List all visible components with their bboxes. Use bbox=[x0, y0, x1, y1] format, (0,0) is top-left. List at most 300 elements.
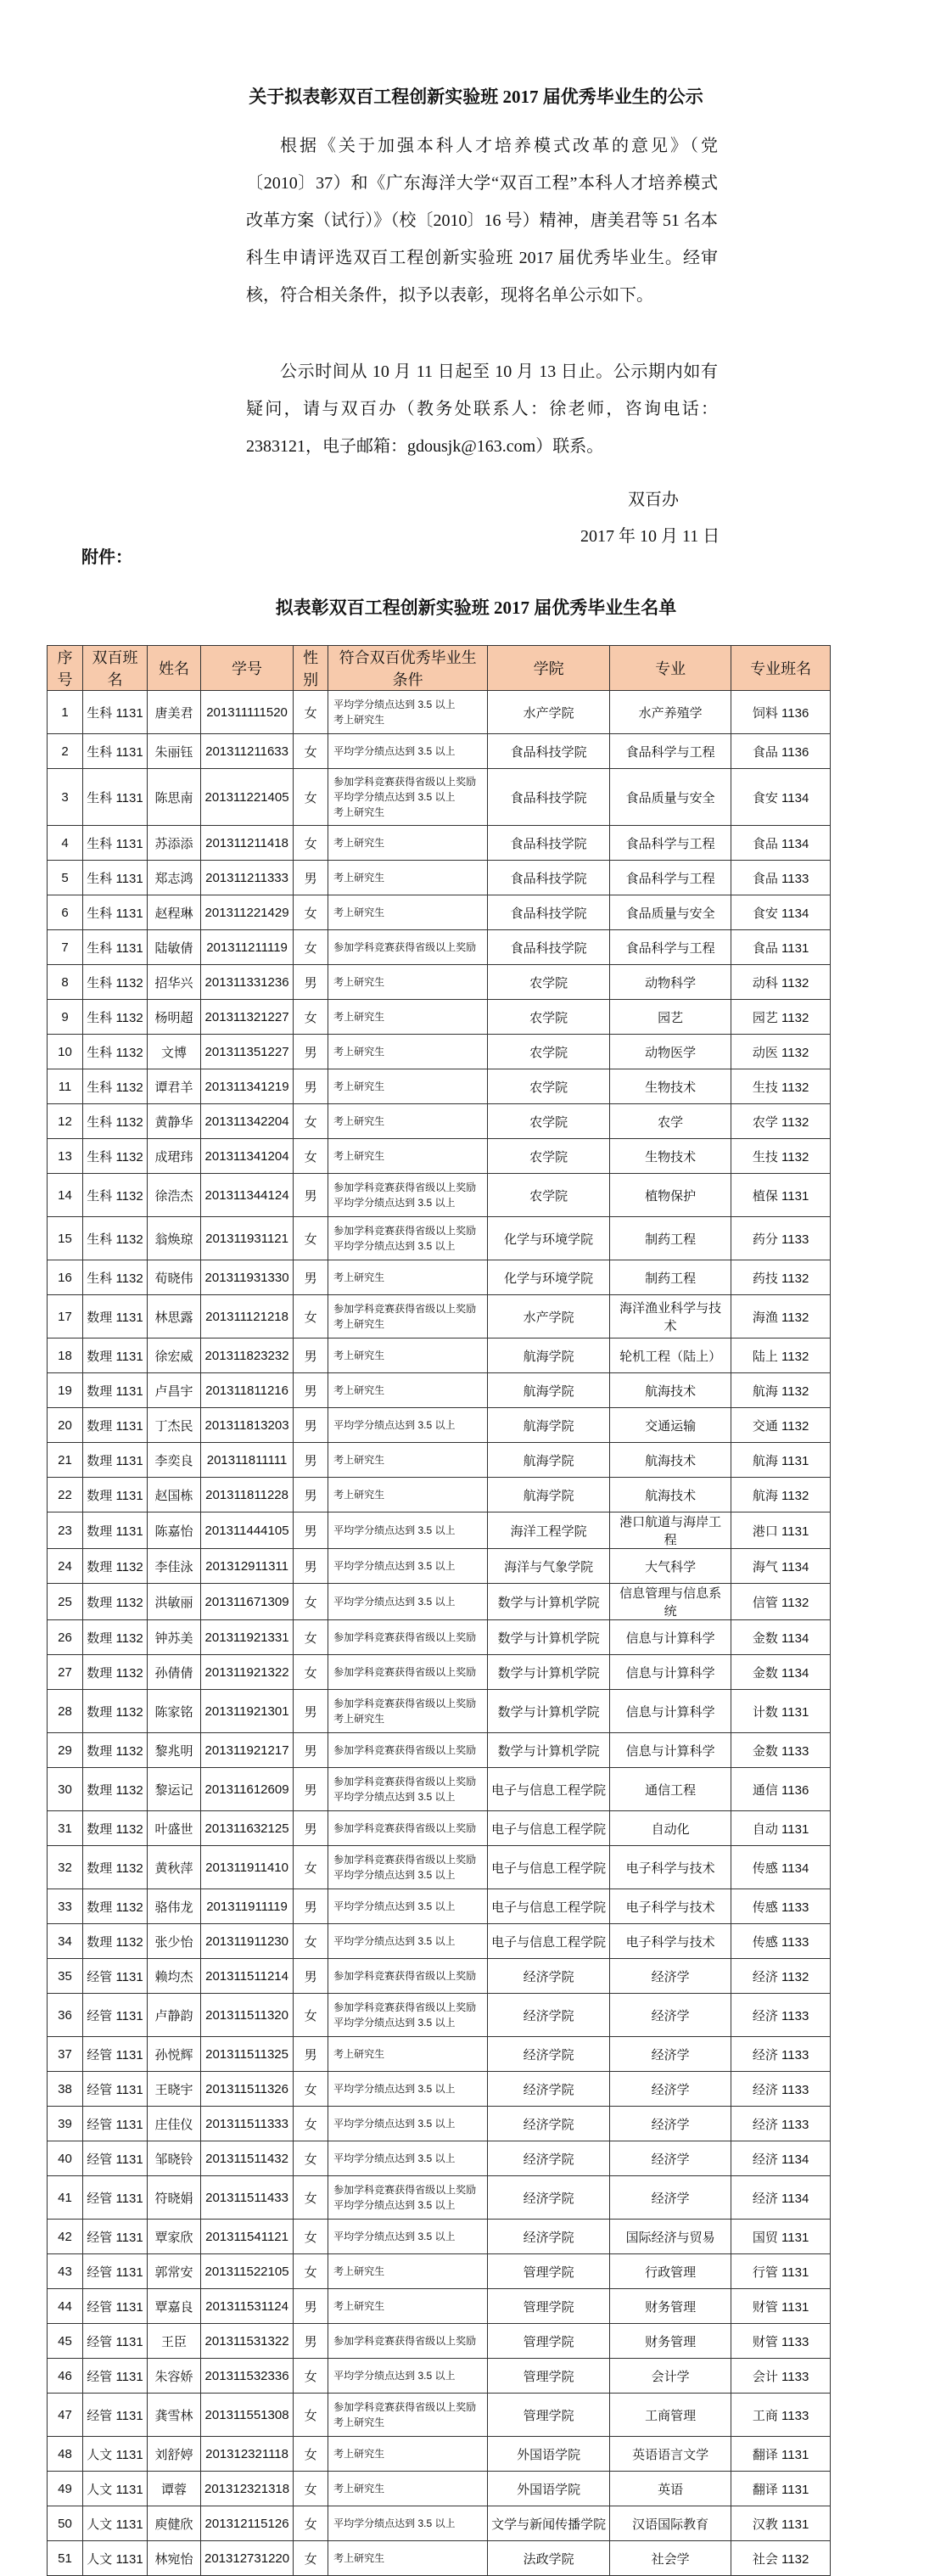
col-criteria-cell bbox=[328, 1549, 488, 1584]
col-index-cell: 19 bbox=[48, 1373, 83, 1408]
criterion: 平均学分绩点达到 3.5 以上 bbox=[333, 1791, 456, 1803]
col-major-class-cell: 社会 1132 bbox=[731, 2541, 831, 2576]
col-major-cell: 电子科学与技术 bbox=[610, 1846, 731, 1889]
col-class-cell: 经管 1131 bbox=[83, 2220, 148, 2254]
col-college-cell: 经济学院 bbox=[488, 1959, 610, 1994]
col-index-cell: 32 bbox=[48, 1846, 83, 1889]
col-student-id-cell: 201311342204 bbox=[201, 1104, 294, 1139]
table-row bbox=[48, 930, 831, 965]
col-student-id-cell: 201311331236 bbox=[201, 965, 294, 1000]
col-index-cell: 26 bbox=[48, 1620, 83, 1655]
col-college-cell: 管理学院 bbox=[488, 2324, 610, 2359]
criterion: 参加学科竞赛获得省级以上奖励 bbox=[333, 1822, 477, 1834]
col-index-cell: 48 bbox=[48, 2437, 83, 2472]
table-row bbox=[48, 2394, 831, 2437]
col-major-class-cell: 经济 1133 bbox=[731, 2072, 831, 2107]
table-row bbox=[48, 1295, 831, 1339]
table-row bbox=[48, 1443, 831, 1478]
col-major-cell: 经济学 bbox=[610, 1994, 731, 2037]
col-college-cell: 海洋工程学院 bbox=[488, 1512, 610, 1549]
col-class-cell: 经管 1131 bbox=[83, 1994, 148, 2037]
col-gender-cell: 女 bbox=[294, 691, 328, 734]
col-student-id-cell: 201311632125 bbox=[201, 1811, 294, 1846]
criterion: 平均学分绩点达到 3.5 以上 bbox=[333, 2517, 456, 2529]
col-name-cell: 李奕良 bbox=[148, 1443, 201, 1478]
col-class-cell: 数理 1132 bbox=[83, 1889, 148, 1924]
col-student-id-cell: 201312321118 bbox=[201, 2437, 294, 2472]
col-criteria-cell bbox=[328, 1584, 488, 1620]
col-index-cell: 9 bbox=[48, 1000, 83, 1035]
col-index-cell: 36 bbox=[48, 1994, 83, 2037]
col-major-class-cell: 药技 1132 bbox=[731, 1260, 831, 1295]
col-student-id-cell: 201311221429 bbox=[201, 895, 294, 930]
col-major-cell: 社会学 bbox=[610, 2541, 731, 2576]
col-student-id-cell: 201311351227 bbox=[201, 1035, 294, 1069]
col-gender-cell: 女 bbox=[294, 2107, 328, 2141]
col-major-class-cell: 自动 1131 bbox=[731, 1811, 831, 1846]
col-major-cell: 国际经济与贸易 bbox=[610, 2220, 731, 2254]
col-criteria-cell bbox=[328, 861, 488, 895]
col-gender-cell: 女 bbox=[294, 1139, 328, 1174]
col-major-class-cell: 陆上 1132 bbox=[731, 1339, 831, 1373]
col-major-cell: 食品科学与工程 bbox=[610, 826, 731, 861]
col-student-id-cell: 201311211418 bbox=[201, 826, 294, 861]
table-header-row bbox=[48, 646, 831, 691]
col-major-class-cell: 航海 1132 bbox=[731, 1373, 831, 1408]
col-criteria-cell bbox=[328, 1217, 488, 1260]
col-criteria-cell bbox=[328, 1959, 488, 1994]
col-name-cell: 赵国栋 bbox=[148, 1478, 201, 1512]
col-gender-cell: 男 bbox=[294, 965, 328, 1000]
table-row bbox=[48, 1924, 831, 1959]
criterion: 考上研究生 bbox=[333, 976, 385, 988]
col-name-cell: 林思露 bbox=[148, 1295, 201, 1339]
table-row bbox=[48, 1846, 831, 1889]
col-gender-cell: 女 bbox=[294, 2541, 328, 2576]
header-col-class: 双百班名 bbox=[83, 646, 148, 691]
col-name-cell: 文博 bbox=[148, 1035, 201, 1069]
col-index-cell: 3 bbox=[48, 769, 83, 826]
col-criteria-cell bbox=[328, 930, 488, 965]
col-major-class-cell: 财管 1131 bbox=[731, 2289, 831, 2324]
criterion: 平均学分绩点达到 3.5 以上 bbox=[333, 1869, 456, 1881]
col-criteria-cell bbox=[328, 1512, 488, 1549]
table-row bbox=[48, 1339, 831, 1373]
col-college-cell: 水产学院 bbox=[488, 1295, 610, 1339]
col-index-cell: 33 bbox=[48, 1889, 83, 1924]
criterion: 考上研究生 bbox=[333, 906, 385, 918]
col-gender-cell: 女 bbox=[294, 2141, 328, 2176]
col-index-cell: 34 bbox=[48, 1924, 83, 1959]
col-index-cell: 47 bbox=[48, 2394, 83, 2437]
col-class-cell: 经管 1131 bbox=[83, 2072, 148, 2107]
col-criteria-cell bbox=[328, 1994, 488, 2037]
table-row bbox=[48, 2037, 831, 2072]
table-row bbox=[48, 2107, 831, 2141]
col-major-cell: 航海技术 bbox=[610, 1478, 731, 1512]
col-major-class-cell: 食品 1134 bbox=[731, 826, 831, 861]
criterion: 参加学科竞赛获得省级以上奖励 bbox=[333, 776, 477, 788]
col-major-class-cell: 植保 1131 bbox=[731, 1174, 831, 1217]
col-name-cell: 陈家铭 bbox=[148, 1690, 201, 1733]
criterion: 考上研究生 bbox=[333, 2048, 385, 2060]
criterion: 平均学分绩点达到 3.5 以上 bbox=[333, 2231, 456, 2242]
col-index-cell: 11 bbox=[48, 1069, 83, 1104]
table-row bbox=[48, 2437, 831, 2472]
header-col-name: 姓名 bbox=[148, 646, 201, 691]
col-name-cell: 丁杰民 bbox=[148, 1408, 201, 1443]
col-class-cell: 数理 1131 bbox=[83, 1512, 148, 1549]
col-major-cell: 经济学 bbox=[610, 2141, 731, 2176]
col-major-class-cell: 传感 1133 bbox=[731, 1924, 831, 1959]
col-name-cell: 黎运记 bbox=[148, 1768, 201, 1811]
col-college-cell: 经济学院 bbox=[488, 2220, 610, 2254]
col-criteria-cell bbox=[328, 1733, 488, 1768]
col-major-class-cell: 会计 1133 bbox=[731, 2359, 831, 2394]
col-student-id-cell: 201311921322 bbox=[201, 1655, 294, 1690]
criterion: 参加学科竞赛获得省级以上奖励 bbox=[333, 941, 477, 953]
col-college-cell: 食品科技学院 bbox=[488, 861, 610, 895]
col-major-cell: 食品质量与安全 bbox=[610, 895, 731, 930]
col-index-cell: 10 bbox=[48, 1035, 83, 1069]
col-index-cell: 25 bbox=[48, 1584, 83, 1620]
col-gender-cell: 女 bbox=[294, 2506, 328, 2541]
col-major-class-cell: 动科 1132 bbox=[731, 965, 831, 1000]
criterion: 考上研究生 bbox=[333, 2300, 385, 2312]
col-name-cell: 龚雪林 bbox=[148, 2394, 201, 2437]
col-major-cell: 交通运输 bbox=[610, 1408, 731, 1443]
col-college-cell: 航海学院 bbox=[488, 1339, 610, 1373]
col-student-id-cell: 201311921301 bbox=[201, 1690, 294, 1733]
table-row bbox=[48, 2072, 831, 2107]
col-index-cell: 50 bbox=[48, 2506, 83, 2541]
col-criteria-cell bbox=[328, 1295, 488, 1339]
col-index-cell: 46 bbox=[48, 2359, 83, 2394]
col-major-cell: 信息管理与信息系统 bbox=[610, 1584, 731, 1620]
criterion: 考上研究生 bbox=[333, 2448, 385, 2460]
col-major-cell: 动物科学 bbox=[610, 965, 731, 1000]
criterion: 平均学分绩点达到 3.5 以上 bbox=[333, 1197, 456, 1209]
table-row bbox=[48, 2220, 831, 2254]
col-name-cell: 谭蓉 bbox=[148, 2472, 201, 2506]
col-name-cell: 庾健欣 bbox=[148, 2506, 201, 2541]
col-college-cell: 食品科技学院 bbox=[488, 769, 610, 826]
col-criteria-cell bbox=[328, 769, 488, 826]
notice-title: 关于拟表彰双百工程创新实验班 2017 届优秀毕业生的公示 bbox=[249, 87, 703, 107]
col-gender-cell: 男 bbox=[294, 1260, 328, 1295]
col-college-cell: 外国语学院 bbox=[488, 2472, 610, 2506]
col-gender-cell: 女 bbox=[294, 2220, 328, 2254]
col-gender-cell: 男 bbox=[294, 1478, 328, 1512]
col-major-cell: 动物医学 bbox=[610, 1035, 731, 1069]
col-class-cell: 生科 1132 bbox=[83, 1260, 148, 1295]
col-criteria-cell bbox=[328, 1000, 488, 1035]
col-gender-cell: 男 bbox=[294, 1889, 328, 1924]
col-college-cell: 法政学院 bbox=[488, 2541, 610, 2576]
col-major-cell: 财务管理 bbox=[610, 2324, 731, 2359]
col-gender-cell: 男 bbox=[294, 1959, 328, 1994]
col-major-class-cell: 金数 1133 bbox=[731, 1733, 831, 1768]
col-name-cell: 苏添添 bbox=[148, 826, 201, 861]
col-name-cell: 谭君羊 bbox=[148, 1069, 201, 1104]
col-student-id-cell: 201311511214 bbox=[201, 1959, 294, 1994]
col-class-cell: 数理 1132 bbox=[83, 1811, 148, 1846]
col-criteria-cell bbox=[328, 691, 488, 734]
col-student-id-cell: 201311811228 bbox=[201, 1478, 294, 1512]
col-gender-cell: 女 bbox=[294, 1217, 328, 1260]
col-name-cell: 张少怡 bbox=[148, 1924, 201, 1959]
col-major-cell: 航海技术 bbox=[610, 1373, 731, 1408]
header-col-student-id: 学号 bbox=[201, 646, 294, 691]
criterion: 参加学科竞赛获得省级以上奖励 bbox=[333, 1181, 477, 1193]
col-college-cell: 管理学院 bbox=[488, 2394, 610, 2437]
col-major-class-cell: 经济 1133 bbox=[731, 1994, 831, 2037]
col-name-cell: 黎兆明 bbox=[148, 1733, 201, 1768]
col-college-cell: 电子与信息工程学院 bbox=[488, 1924, 610, 1959]
table-row bbox=[48, 1512, 831, 1549]
col-student-id-cell: 201311532336 bbox=[201, 2359, 294, 2394]
col-index-cell: 29 bbox=[48, 1733, 83, 1768]
criterion: 平均学分绩点达到 3.5 以上 bbox=[333, 1935, 456, 1947]
col-criteria-cell bbox=[328, 1069, 488, 1104]
col-class-cell: 数理 1132 bbox=[83, 1924, 148, 1959]
col-student-id-cell: 201311511326 bbox=[201, 2072, 294, 2107]
col-criteria-cell bbox=[328, 1443, 488, 1478]
criterion: 平均学分绩点达到 3.5 以上 bbox=[333, 1524, 456, 1536]
table-row bbox=[48, 1768, 831, 1811]
table-row bbox=[48, 1035, 831, 1069]
col-class-cell: 经管 1131 bbox=[83, 2254, 148, 2289]
col-student-id-cell: 201312115126 bbox=[201, 2506, 294, 2541]
col-name-cell: 王臣 bbox=[148, 2324, 201, 2359]
table-row bbox=[48, 1733, 831, 1768]
col-college-cell: 农学院 bbox=[488, 1000, 610, 1035]
col-major-class-cell: 传感 1134 bbox=[731, 1846, 831, 1889]
table-row bbox=[48, 691, 831, 734]
col-class-cell: 数理 1131 bbox=[83, 1373, 148, 1408]
col-class-cell: 数理 1132 bbox=[83, 1768, 148, 1811]
col-index-cell: 1 bbox=[48, 691, 83, 734]
col-student-id-cell: 201311511325 bbox=[201, 2037, 294, 2072]
criterion: 考上研究生 bbox=[333, 1454, 385, 1466]
col-college-cell: 海洋与气象学院 bbox=[488, 1549, 610, 1584]
col-student-id-cell: 201311541121 bbox=[201, 2220, 294, 2254]
col-name-cell: 赖均杰 bbox=[148, 1959, 201, 1994]
col-major-cell: 食品质量与安全 bbox=[610, 769, 731, 826]
col-class-cell: 生科 1132 bbox=[83, 1069, 148, 1104]
col-name-cell: 杨明超 bbox=[148, 1000, 201, 1035]
col-gender-cell: 男 bbox=[294, 2037, 328, 2072]
col-major-cell: 信息与计算科学 bbox=[610, 1655, 731, 1690]
criterion: 平均学分绩点达到 3.5 以上 bbox=[333, 699, 456, 710]
col-gender-cell: 女 bbox=[294, 1000, 328, 1035]
table-row bbox=[48, 1174, 831, 1217]
criterion: 参加学科竞赛获得省级以上奖励 bbox=[333, 2401, 477, 2413]
col-college-cell: 食品科技学院 bbox=[488, 895, 610, 930]
col-college-cell: 数学与计算机学院 bbox=[488, 1620, 610, 1655]
criterion: 平均学分绩点达到 3.5 以上 bbox=[333, 2017, 456, 2029]
criterion: 考上研究生 bbox=[333, 1318, 385, 1330]
table-row bbox=[48, 2289, 831, 2324]
col-class-cell: 数理 1131 bbox=[83, 1443, 148, 1478]
col-college-cell: 食品科技学院 bbox=[488, 826, 610, 861]
col-student-id-cell: 201311211633 bbox=[201, 734, 294, 769]
criterion: 平均学分绩点达到 3.5 以上 bbox=[333, 2152, 456, 2164]
col-major-cell: 行政管理 bbox=[610, 2254, 731, 2289]
col-class-cell: 生科 1132 bbox=[83, 1139, 148, 1174]
col-criteria-cell bbox=[328, 2394, 488, 2437]
col-index-cell: 43 bbox=[48, 2254, 83, 2289]
col-student-id-cell: 201311671309 bbox=[201, 1584, 294, 1620]
col-class-cell: 人文 1131 bbox=[83, 2472, 148, 2506]
col-name-cell: 黄静华 bbox=[148, 1104, 201, 1139]
criterion: 考上研究生 bbox=[333, 1489, 385, 1501]
col-gender-cell: 男 bbox=[294, 1443, 328, 1478]
criterion: 平均学分绩点达到 3.5 以上 bbox=[333, 1900, 456, 1912]
col-gender-cell: 女 bbox=[294, 826, 328, 861]
col-class-cell: 经管 1131 bbox=[83, 2107, 148, 2141]
col-gender-cell: 男 bbox=[294, 1811, 328, 1846]
criterion: 参加学科竞赛获得省级以上奖励 bbox=[333, 1225, 477, 1237]
col-gender-cell: 女 bbox=[294, 1620, 328, 1655]
col-student-id-cell: 201311531322 bbox=[201, 2324, 294, 2359]
table-row bbox=[48, 1139, 831, 1174]
criterion: 参加学科竞赛获得省级以上奖励 bbox=[333, 2335, 477, 2347]
table-row bbox=[48, 1104, 831, 1139]
col-name-cell: 钟苏美 bbox=[148, 1620, 201, 1655]
criterion: 考上研究生 bbox=[333, 1350, 385, 1361]
col-class-cell: 生科 1131 bbox=[83, 691, 148, 734]
col-major-class-cell: 经济 1133 bbox=[731, 2107, 831, 2141]
col-major-class-cell: 饲料 1136 bbox=[731, 691, 831, 734]
table-row bbox=[48, 1549, 831, 1584]
col-college-cell: 水产学院 bbox=[488, 691, 610, 734]
table-row bbox=[48, 1069, 831, 1104]
col-major-class-cell: 经济 1134 bbox=[731, 2141, 831, 2176]
col-criteria-cell bbox=[328, 2176, 488, 2220]
col-criteria-cell bbox=[328, 2107, 488, 2141]
col-major-class-cell: 港口 1131 bbox=[731, 1512, 831, 1549]
col-college-cell: 数学与计算机学院 bbox=[488, 1655, 610, 1690]
col-name-cell: 符晓娟 bbox=[148, 2176, 201, 2220]
col-class-cell: 经管 1131 bbox=[83, 2141, 148, 2176]
col-name-cell: 林宛怡 bbox=[148, 2541, 201, 2576]
criterion: 考上研究生 bbox=[333, 2552, 385, 2564]
col-criteria-cell bbox=[328, 2359, 488, 2394]
issuing-office: 双百办 bbox=[628, 491, 679, 509]
col-college-cell: 农学院 bbox=[488, 1104, 610, 1139]
criterion: 平均学分绩点达到 3.5 以上 bbox=[333, 1240, 456, 1252]
col-criteria-cell bbox=[328, 1373, 488, 1408]
col-college-cell: 电子与信息工程学院 bbox=[488, 1811, 610, 1846]
col-class-cell: 数理 1131 bbox=[83, 1478, 148, 1512]
table-row bbox=[48, 2254, 831, 2289]
table-row bbox=[48, 826, 831, 861]
criterion: 考上研究生 bbox=[333, 2265, 385, 2277]
col-criteria-cell bbox=[328, 1811, 488, 1846]
criterion: 考上研究生 bbox=[333, 837, 385, 849]
criterion: 考上研究生 bbox=[333, 1384, 385, 1396]
criterion: 平均学分绩点达到 3.5 以上 bbox=[333, 1596, 456, 1608]
col-class-cell: 生科 1131 bbox=[83, 734, 148, 769]
col-student-id-cell: 201311511320 bbox=[201, 1994, 294, 2037]
col-major-class-cell: 金数 1134 bbox=[731, 1620, 831, 1655]
col-college-cell: 航海学院 bbox=[488, 1478, 610, 1512]
col-major-class-cell: 经济 1134 bbox=[731, 2176, 831, 2220]
criterion: 参加学科竞赛获得省级以上奖励 bbox=[333, 2001, 477, 2013]
col-major-cell: 经济学 bbox=[610, 1959, 731, 1994]
col-college-cell: 农学院 bbox=[488, 1139, 610, 1174]
criterion: 平均学分绩点达到 3.5 以上 bbox=[333, 2199, 456, 2211]
table-row bbox=[48, 2506, 831, 2541]
col-class-cell: 生科 1132 bbox=[83, 1174, 148, 1217]
table-row bbox=[48, 861, 831, 895]
col-college-cell: 电子与信息工程学院 bbox=[488, 1889, 610, 1924]
col-name-cell: 叶盛世 bbox=[148, 1811, 201, 1846]
col-major-cell: 食品科学与工程 bbox=[610, 930, 731, 965]
criterion: 考上研究生 bbox=[333, 1080, 385, 1092]
table-row bbox=[48, 2541, 831, 2576]
col-major-cell: 食品科学与工程 bbox=[610, 861, 731, 895]
col-major-cell: 大气科学 bbox=[610, 1549, 731, 1584]
col-student-id-cell: 201311813203 bbox=[201, 1408, 294, 1443]
col-name-cell: 赵程琳 bbox=[148, 895, 201, 930]
col-major-cell: 财务管理 bbox=[610, 2289, 731, 2324]
col-student-id-cell: 201311344124 bbox=[201, 1174, 294, 1217]
table-row bbox=[48, 1584, 831, 1620]
col-name-cell: 覃嘉良 bbox=[148, 2289, 201, 2324]
criterion: 参加学科竞赛获得省级以上奖励 bbox=[333, 1631, 477, 1643]
col-index-cell: 7 bbox=[48, 930, 83, 965]
col-name-cell: 朱容娇 bbox=[148, 2359, 201, 2394]
col-criteria-cell bbox=[328, 1260, 488, 1295]
col-college-cell: 农学院 bbox=[488, 1035, 610, 1069]
col-class-cell: 数理 1132 bbox=[83, 1584, 148, 1620]
col-major-class-cell: 航海 1131 bbox=[731, 1443, 831, 1478]
col-name-cell: 郑志鸿 bbox=[148, 861, 201, 895]
criterion: 参加学科竞赛获得省级以上奖励 bbox=[333, 1303, 477, 1315]
col-major-class-cell: 食安 1134 bbox=[731, 769, 831, 826]
col-index-cell: 42 bbox=[48, 2220, 83, 2254]
col-class-cell: 生科 1132 bbox=[83, 965, 148, 1000]
col-gender-cell: 男 bbox=[294, 1069, 328, 1104]
col-gender-cell: 女 bbox=[294, 1846, 328, 1889]
col-college-cell: 经济学院 bbox=[488, 1994, 610, 2037]
col-major-class-cell: 海渔 1132 bbox=[731, 1295, 831, 1339]
col-gender-cell: 女 bbox=[294, 769, 328, 826]
col-name-cell: 陈嘉怡 bbox=[148, 1512, 201, 1549]
col-name-cell: 刘舒婷 bbox=[148, 2437, 201, 2472]
col-major-cell: 航海技术 bbox=[610, 1443, 731, 1478]
col-name-cell: 孙倩倩 bbox=[148, 1655, 201, 1690]
col-name-cell: 唐美君 bbox=[148, 691, 201, 734]
col-student-id-cell: 201311522105 bbox=[201, 2254, 294, 2289]
table-row bbox=[48, 2359, 831, 2394]
col-college-cell: 经济学院 bbox=[488, 2141, 610, 2176]
col-criteria-cell bbox=[328, 1655, 488, 1690]
col-criteria-cell bbox=[328, 965, 488, 1000]
table-row bbox=[48, 1260, 831, 1295]
col-student-id-cell: 201311531124 bbox=[201, 2289, 294, 2324]
table-row bbox=[48, 1408, 831, 1443]
col-student-id-cell: 201311551308 bbox=[201, 2394, 294, 2437]
col-major-cell: 电子科学与技术 bbox=[610, 1889, 731, 1924]
annex-label: 附件： bbox=[81, 548, 132, 567]
col-index-cell: 41 bbox=[48, 2176, 83, 2220]
header-col-index: 序号 bbox=[48, 646, 83, 691]
col-index-cell: 38 bbox=[48, 2072, 83, 2107]
col-major-cell: 生物技术 bbox=[610, 1069, 731, 1104]
